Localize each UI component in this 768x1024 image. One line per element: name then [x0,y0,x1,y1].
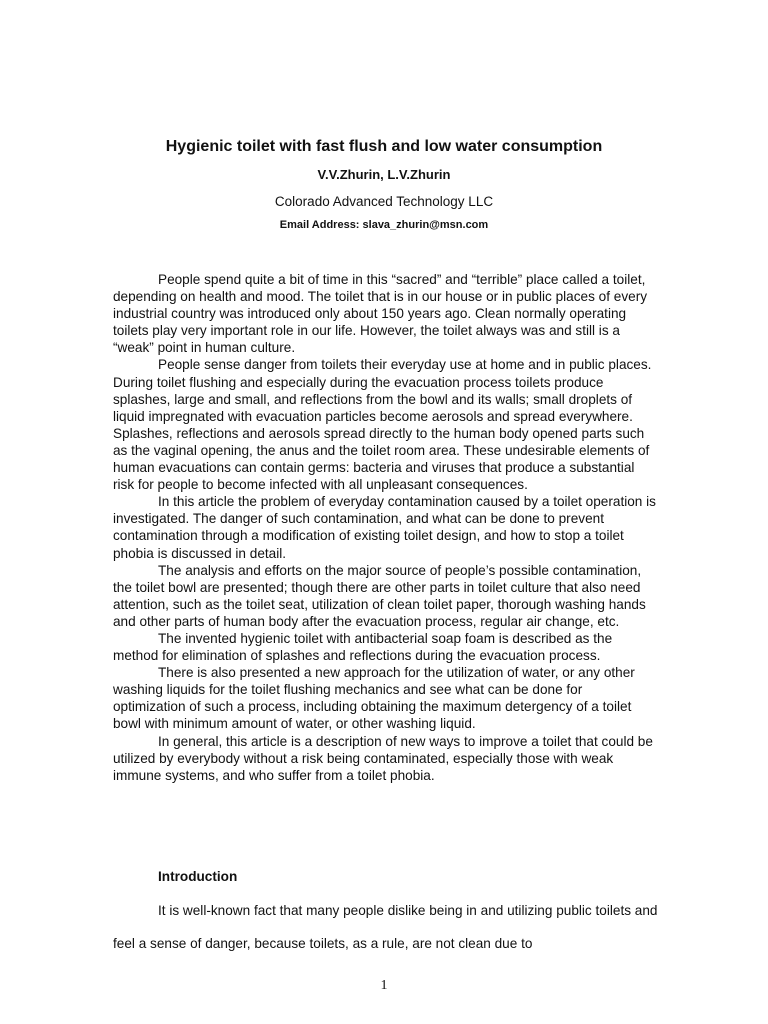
abstract-paragraph: In general, this article is a description of new ways to improve a toilet that could be utilized by everybody without a risk being contaminated, especially those with weak immune systems, and who suffer from a toilet phobia. [113,733,653,783]
abstract-paragraph: People spend quite a bit of time in this “sacred” and “terrible” place called a toilet, depending on health and mood. The toilet that is in our house or in public places of every industrial country was introduced only about 150 years ago. Clean normally operating toilets play very important role in our life. However, the toilet always was and still is a “weak” point in human culture. [113,272,648,356]
introduction-paragraph: It is well-known fact that many people dislike being in and utilizing public toilets and feel a sense of danger, because toilets, as a rule, are not clean due to [113,903,658,951]
author-affiliation: Colorado Advanced Technology LLC [274,194,494,209]
author-email: Email Address: slava_zhurin@msn.com [279,219,489,231]
introduction-body [113,894,658,960]
abstract-paragraph: In this article the problem of everyday contamination caused by a toilet operation is investigated. The danger of such contamination, and what can be done to prevent contamination through a modification of existing toilet design, and how to stop a toilet phobia is discussed in detail. [113,494,656,561]
abstract-paragraph: People sense danger from toilets their everyday use at home and in public places. During toilet flushing and especially during the evacuation process toilets produce splashes, large and small, and reflections from the bowl and its walls; small droplets of liquid impregnated with evacuation particles become aerosols and spread everywhere. Splashes, reflections and aerosols spread directly to the human body opened parts such as the vaginal opening, the anus and the toilet room area. These undesirable elements of human evacuations can contain germs: bacteria and viruses that produce a substantial risk for people to become infected with all unpleasant consequences. [113,357,652,493]
abstract-body [113,271,658,784]
page-number: 1 [380,978,388,993]
section-heading-introduction: Introduction [158,869,238,884]
abstract-paragraph: The invented hygienic toilet with antibacterial soap foam is described as the method for elimination of splashes and reflections during the evacuation process. [113,630,613,664]
abstract-paragraph: The analysis and efforts on the major source of people’s possible contamination, the toilet bowl are presented; though there are other parts in toilet culture that also need attention, such as the toilet seat, utilization of clean toilet paper, thorough washing hands and other parts of human body after the evacuation process, regular air change, etc. [113,562,646,629]
paper-title: Hygienic toilet with fast flush and low water consumption [165,138,603,155]
paper-authors: V.V.Zhurin, L.V.Zhurin [317,167,451,182]
abstract-paragraph: There is also presented a new approach for the utilization of water, or any other washing liquids for the toilet flushing mechanics and see what can be done for optimization of such a process, including obtaining the maximum detergency of a toilet bowl with minimum amount of water, or other washing liquid. [113,665,635,732]
